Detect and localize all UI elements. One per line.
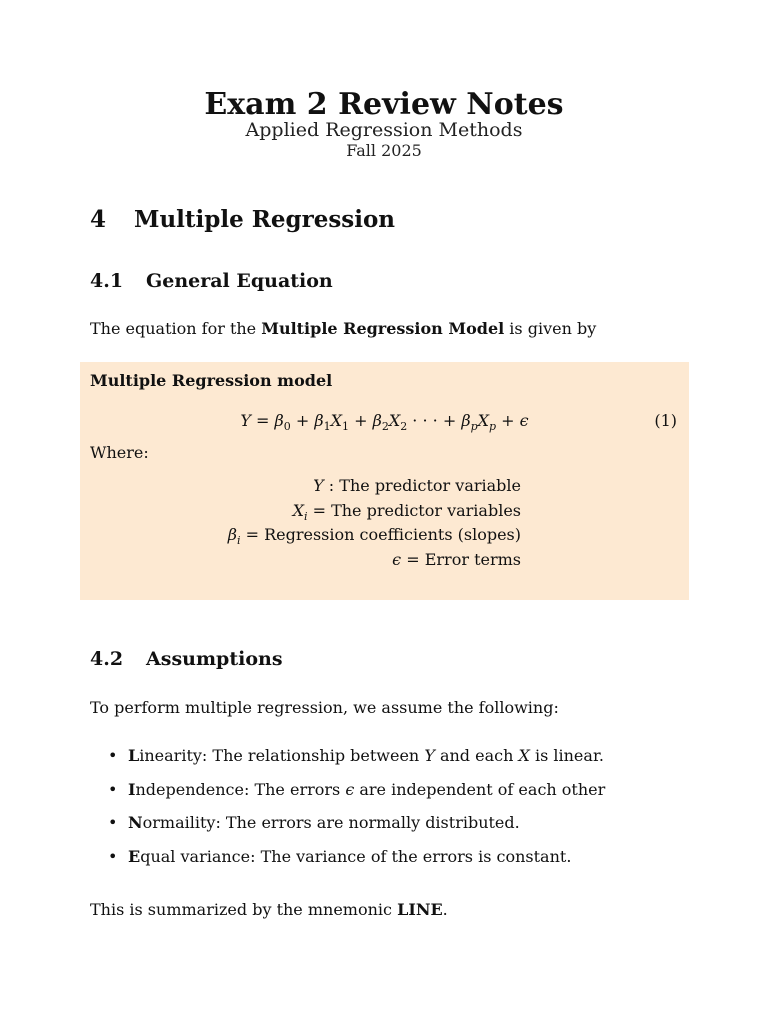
definition-row: $X_i$ = The predictor variables	[292, 500, 521, 523]
subsection-number: 4.2	[90, 648, 124, 670]
definition-row: Y : The predictor variable	[313, 476, 521, 495]
subsection-title: Assumptions	[146, 648, 283, 670]
box-title: Multiple Regression model	[90, 371, 333, 390]
section-number: 4	[90, 206, 107, 233]
definitions-list	[228, 474, 521, 572]
equation-intro-paragraph	[90, 318, 596, 340]
mnemonic: LINE	[397, 900, 443, 919]
list-item: • Linearity: The relationship between Y and each X is linear.	[108, 746, 604, 765]
list-item: • Independence: The errors ϵ are independent of each other	[108, 779, 606, 799]
summary-paragraph: This is summarized by the mnemonic LINE.	[90, 900, 448, 919]
bullet-icon: •	[108, 746, 118, 765]
regression-equation: $Y = \beta_0 + \beta_1X_1 + \beta_2X_2$ · · · + $\beta_pX_p + \epsilon$	[240, 411, 529, 434]
page-term: Fall 2025	[346, 141, 422, 160]
intro-bold-text: Multiple Regression Model	[261, 319, 505, 338]
intro-text-end: is given by	[504, 319, 597, 338]
bullet-icon: •	[108, 779, 118, 799]
assumptions-list	[108, 745, 605, 879]
page-title: Exam 2 Review Notes	[204, 87, 564, 122]
list-item: • Equal variance: The variance of the errors is constant.	[108, 846, 572, 866]
assumptions-intro: To perform multiple regression, we assume the following:	[90, 698, 559, 717]
definition-row: ϵ = Error terms	[392, 549, 521, 569]
subsection-heading-4-2	[90, 646, 283, 672]
where-label: Where:	[90, 443, 149, 462]
definition-row: $\beta_i$ = Regression coefficients (slopes)	[227, 525, 521, 548]
bullet-icon: •	[108, 846, 118, 866]
subsection-number: 4.1	[90, 270, 124, 292]
page-subtitle: Applied Regression Methods	[245, 119, 523, 141]
definition-box	[80, 362, 689, 600]
section-title: Multiple Regression	[134, 206, 396, 233]
section-heading-4	[90, 205, 395, 235]
intro-text: The equation for the	[90, 319, 262, 338]
equation-number: (1)	[654, 411, 677, 430]
subsection-title: General Equation	[146, 270, 333, 292]
bullet-icon: •	[108, 813, 118, 832]
list-item: • Normaility: The errors are normally distributed.	[108, 813, 520, 832]
subsection-heading-4-1	[90, 268, 333, 294]
